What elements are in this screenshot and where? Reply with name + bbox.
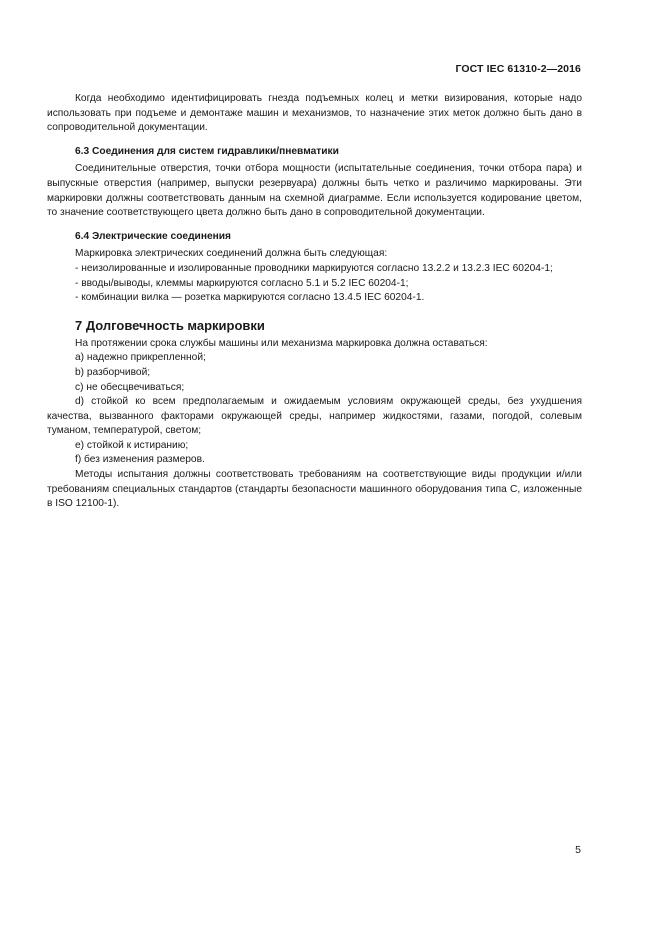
document-body [47, 92, 582, 512]
section-7-list-item: b) разборчивой; [75, 366, 151, 378]
section-7-list-item: а) надежно прикрепленной; [75, 352, 206, 364]
intro-paragraph: Когда необходимо идентифицировать гнезда подъемных колец и метки визирования, которые надо использовать при подъеме и демонтаже машин и механизмов, то назначение этих меток должно быть дано в сопроводительной документации. [47, 93, 582, 134]
section-6-3-heading: 6.3 Соединения для систем гидравлики/пневматики [75, 145, 339, 157]
section-6-4-heading: 6.4 Электрические соединения [75, 230, 231, 242]
section-7-list-item: d) стойкой ко всем предполагаемым и ожидаемым условиям окружающей среды, без ухудшения качества, вызванного факторами окружающей среды, например жидкостями, газами, погодой, солевым туманом, температурой, светом; [47, 396, 582, 437]
page-number: 5 [575, 844, 581, 856]
section-7-heading: 7 Долговечность маркировки [75, 317, 265, 333]
section-6-4-list-item: - неизолированные и изолированные проводники маркируются согласно 13.2.2 и 13.2.3 IEC 60204-1; [75, 262, 553, 274]
section-6-4-list-item: - вводы/выводы, клеммы маркируются согласно 5.1 и 5.2 IEC 60204-1; [75, 277, 409, 289]
section-7-list-item: f) без изменения размеров. [75, 454, 205, 466]
section-6-4-paragraph: Маркировка электрических соединений должна быть следующая: [75, 248, 388, 260]
section-7-paragraph-methods: Методы испытания должны соответствовать требованиям на соответствующие виды продукции и/или требованиям специальных стандартов (стандарты безопасности машинного оборудования типа С, изложенные в ISO 12100-1). [47, 469, 582, 510]
section-7-paragraph: На протяжении срока службы машины или механизма маркировка должна оставаться: [75, 337, 488, 349]
document-header: ГОСТ IEC 61310-2—2016 [455, 63, 581, 75]
section-6-3-paragraph: Соединительные отверстия, точки отбора мощности (испытательные соединения, точки отбора пара) и выпускные отверстия (например, выпуски резервуара) должны быть четко и различимо маркированы. Эти маркировки должны соответствовать данным на схемной диаграмме. Если используется кодирование цветом, то значение соответствующего цвета должно быть дано в сопроводительной документации. [47, 163, 582, 219]
section-7-list-item: с) не обесцвечиваться; [75, 381, 185, 393]
section-7-list-item: е) стойкой к истиранию; [75, 439, 189, 451]
section-6-4-list-item: - комбинации вилка — розетка маркируются согласно 13.4.5 IEC 60204-1. [75, 292, 425, 304]
